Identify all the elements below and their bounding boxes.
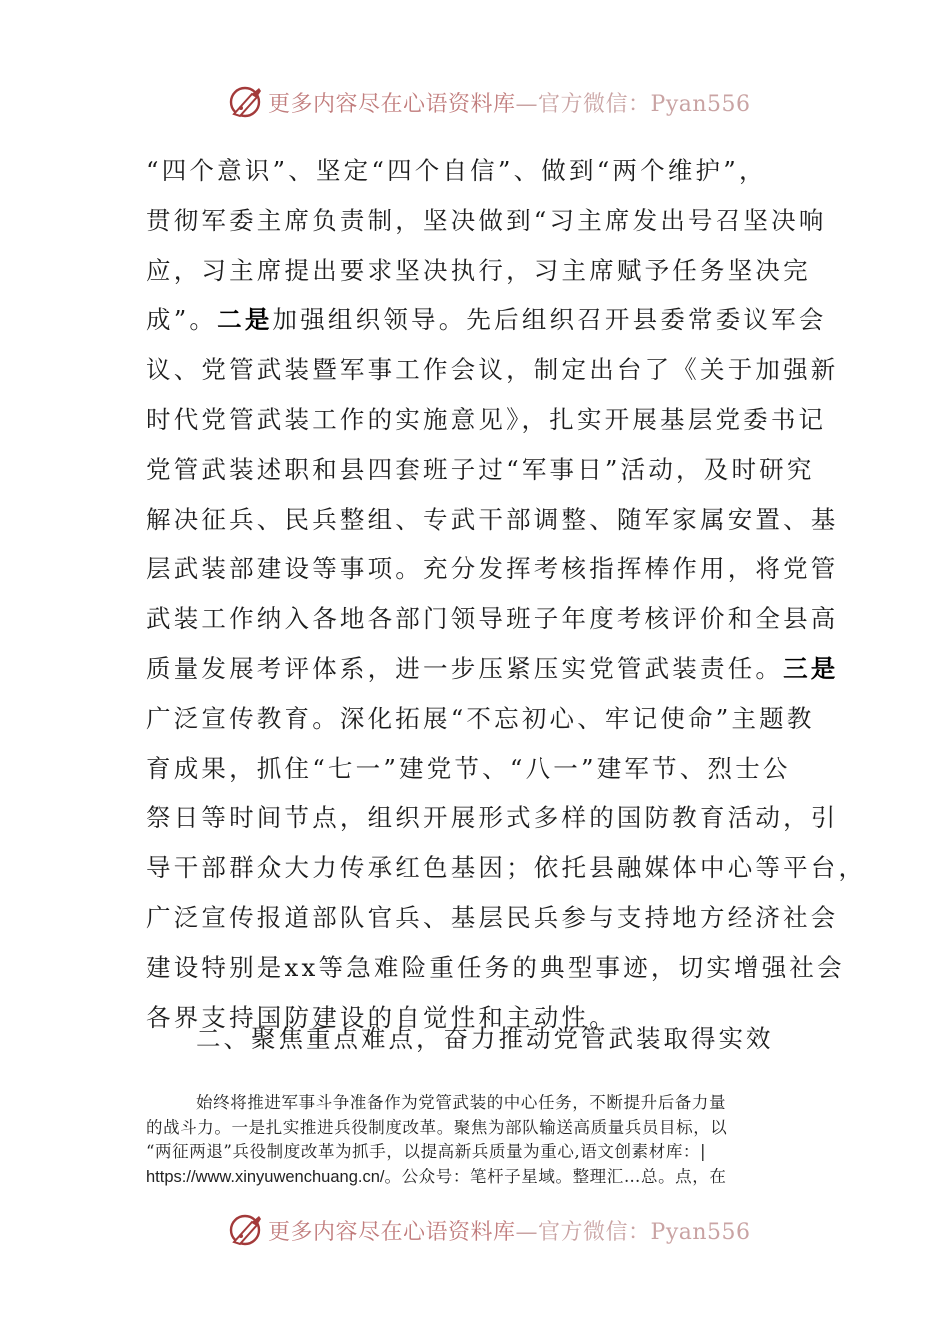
body-text-segment: 广泛宣传教育。深化拓展“不忘初心、牢记使命”主题教 (146, 703, 815, 733)
body-line (146, 843, 867, 893)
body-line (146, 893, 839, 943)
body-line (146, 694, 815, 744)
small-line: “两征两退”兵役制度改革为抓手，以提高新兵质量为重心,语文创素材库：| (146, 1142, 707, 1162)
body-line (146, 594, 839, 644)
body-line (146, 793, 839, 843)
wechat-id: —官方微信：Pyan556 (515, 1219, 751, 1245)
wechat-id: —官方微信：Pyan556 (515, 91, 751, 117)
pen-nib-logo-icon (228, 84, 264, 120)
body-text-segment: 质量发展考评体系，进一步压紧压实党管武装责任。 (146, 653, 784, 683)
small-paragraph (146, 1091, 796, 1189)
brand-name: 更多内容尽在心语资料库 (268, 1219, 516, 1245)
section-heading: 二、聚焦重点难点，奋力推动党管武装取得实效 (196, 1024, 774, 1053)
body-text-segment: 成”。 (146, 305, 218, 335)
body-line (146, 196, 827, 246)
pen-nib-logo-icon (228, 1212, 264, 1248)
footer-banner (228, 1210, 751, 1250)
body-line (146, 246, 811, 296)
body-text-segment: 祭日等时间节点，组织开展形式多样的国防教育活动，引 (146, 803, 839, 833)
body-text-segment: 解决征兵、民兵整组、专武干部调整、随军家属安置、基 (146, 504, 839, 534)
body-text-segment: 时代党管武装工作的实施意见》，扎实开展基层党委书记 (146, 404, 827, 434)
body-paragraph (146, 146, 867, 1042)
body-line (146, 345, 839, 395)
body-text-segment: 党管武装述职和县四套班子过“军事日”活动，及时研究 (146, 454, 815, 484)
bold-keyword: 二是 (217, 305, 273, 335)
body-line (146, 544, 839, 594)
bold-keyword: 三是 (783, 653, 839, 683)
body-line (146, 146, 796, 196)
small-line: 的战斗力。一是扎实推进兵役制度改革。聚焦为部队输送高质量兵员目标，以 (146, 1117, 728, 1137)
body-line (146, 445, 815, 495)
brand-text (268, 1215, 751, 1246)
body-text-segment: 议、党管武装暨军事工作会议，制定出台了《关于加强新 (146, 355, 839, 385)
body-line (146, 644, 839, 694)
body-text-segment: 应，习主席提出要求坚决执行，习主席赋予任务坚决完 (146, 255, 811, 285)
body-text-segment: 建设特别是xx等急难险重任务的典型事迹，切实增强社会 (146, 952, 845, 982)
small-line: 始终将推进军事斗争准备作为党管武装的中心任务，不断提升后备力量 (196, 1093, 727, 1112)
header-banner (228, 82, 751, 122)
body-line (146, 943, 845, 993)
body-text-segment: 导干部群众大力传承红色基因；依托县融媒体中心等平台， (146, 853, 867, 883)
body-text-segment: 贯彻军委主席负责制，坚决做到“习主席发出号召坚决响 (146, 205, 827, 235)
body-text-segment: “四个意识”、坚定“四个自信”、做到“两个维护”， (146, 156, 767, 185)
body-line (146, 395, 827, 445)
body-line (146, 295, 827, 345)
resource-url[interactable]: https://www.xinyuwenchuang.cn/ (146, 1167, 385, 1186)
small-line-rest: 。公众号：笔杆子星域。整理汇…总。点，在 (384, 1166, 727, 1186)
body-text-segment: 层武装部建设等事项。充分发挥考核指挥棒作用，将党管 (146, 554, 839, 584)
body-text-segment: 广泛宣传报道部队官兵、基层民兵参与支持地方经济社会 (146, 902, 839, 932)
brand-name: 更多内容尽在心语资料库 (268, 91, 516, 117)
body-text-segment: 各界支持国防建设的自觉性和主动性。 (146, 1002, 617, 1032)
body-text-segment: 加强组织领导。先后组织召开县委常委议军会 (272, 305, 827, 335)
body-text-segment: 育成果，抓住“七一”建党节、“八一”建军节、烈士公 (146, 753, 791, 783)
brand-text (268, 87, 751, 118)
body-text-segment: 武装工作纳入各地各部门领导班子年度考核评价和全县高 (146, 604, 839, 634)
small-line-with-url (146, 1165, 796, 1190)
body-line (146, 744, 796, 794)
body-line (146, 495, 839, 545)
